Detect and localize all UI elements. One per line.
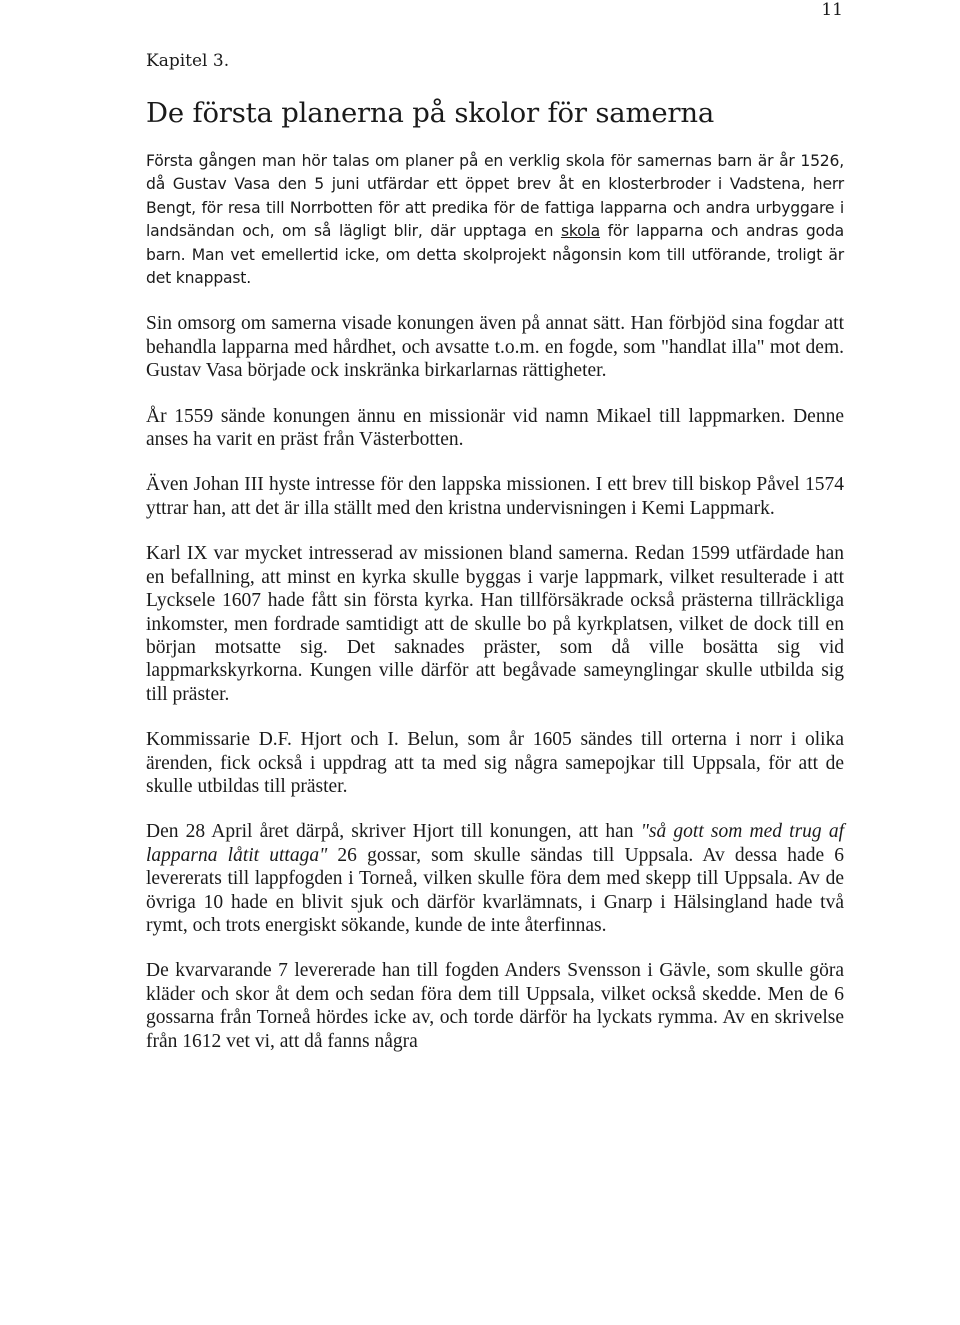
underlined-word: skola	[560, 222, 600, 241]
paragraph: År 1559 sände konungen ännu en missionär vid namn Mikael till lappmarken. Denne anses ha varit en präst från Västerbotten.	[146, 405, 844, 451]
paragraph: Kommissarie D.F. Hjort och I. Belun, som år 1605 sändes till orterna i norr i olika ärenden, fick också i uppdrag att ta med sig några samepojkar till Uppsala, för att de skulle utbildas till präster.	[146, 729, 844, 797]
page-title: De första planerna på skolor för samerna	[146, 97, 715, 129]
chapter-label: Kapitel 3.	[146, 51, 230, 71]
paragraph: Karl IX var mycket intresserad av missionen bland samerna. Redan 1599 utfärdade han en befallning, att minst en kyrka skulle byggas i varje lappmark, vilket resulterade i att Lycksele 1607 hade fått sin första kyrka. Han tillförsäkrade också prästerna tillräckliga inkomster, men fordrade samtidigt att de skulle bo på kyrkplatsen, vilket de dock till en början motsatte sig. Det saknades präster, som då ville bosätta sig vid lappmarkskyrkorna. Kungen ville därför att begåvade sameynglingar skulle utbilda sig till präster.	[146, 543, 844, 705]
page-number: 11	[821, 0, 843, 20]
italic-quote: "så gott som med trug af lapparna låtit uttaga"	[146, 821, 844, 866]
body-text	[146, 150, 844, 1075]
paragraph: Första gången man hör talas om planer på en verklig skola för samernas barn är år 1526, då Gustav Vasa den 5 juni utfärdar ett öppet brev åt en klosterbroder i Vadstena, herr Bengt, för resa till Norrbotten för att predika för de fattiga lapparna och andra urbyggare i landsändan och, om så lägligt blir, där upptaga en skola för lapparna och andras goda barn. Man vet emellertid icke, om detta skolprojekt någonsin kom till utförande, troligt är det knappast.	[146, 152, 844, 288]
paragraph: Sin omsorg om samerna visade konungen även på annat sätt. Han förbjöd sina fogdar att behandla lapparna med hårdhet, och avsatte t.o.m. en fogde, som "handlat illa" mot dem. Gustav Vasa började ock inskränka birkarlarnas rättigheter.	[146, 313, 844, 382]
paragraph: Den 28 April året därpå, skriver Hjort till konungen, att han "så gott som med trug af lapparna låtit uttaga" 26 gossar, som skulle sändas till Uppsala. Av dessa hade 6 levererats till lappfogden i Torneå, vilken skulle föra dem med skepp till Uppsala. Av de övriga 10 hade en blivit sjuk och därför kvarlämnats, i Gnarp i Hälsingland hade två rymt, och trots energiskt sökande, kunde de inte återfinnas.	[146, 821, 845, 936]
paragraph: De kvarvarande 7 levererade han till fogden Anders Svensson i Gävle, som skulle göra kläder och skor åt dem och sedan föra dem till Uppsala, vilket också skedde. Men de 6 gossarna från Torneå hördes icke av, och torde därför ha lyckats rymma. Av en skrivelse från 1612 vet vi, att då fanns några	[146, 960, 844, 1052]
paragraph: Även Johan III hyste intresse för den lappska missionen. I ett brev till biskop Påvel 1574 yttrar han, att det är illa ställt med den kristna undervisningen i Kemi Lappmark.	[146, 474, 844, 519]
